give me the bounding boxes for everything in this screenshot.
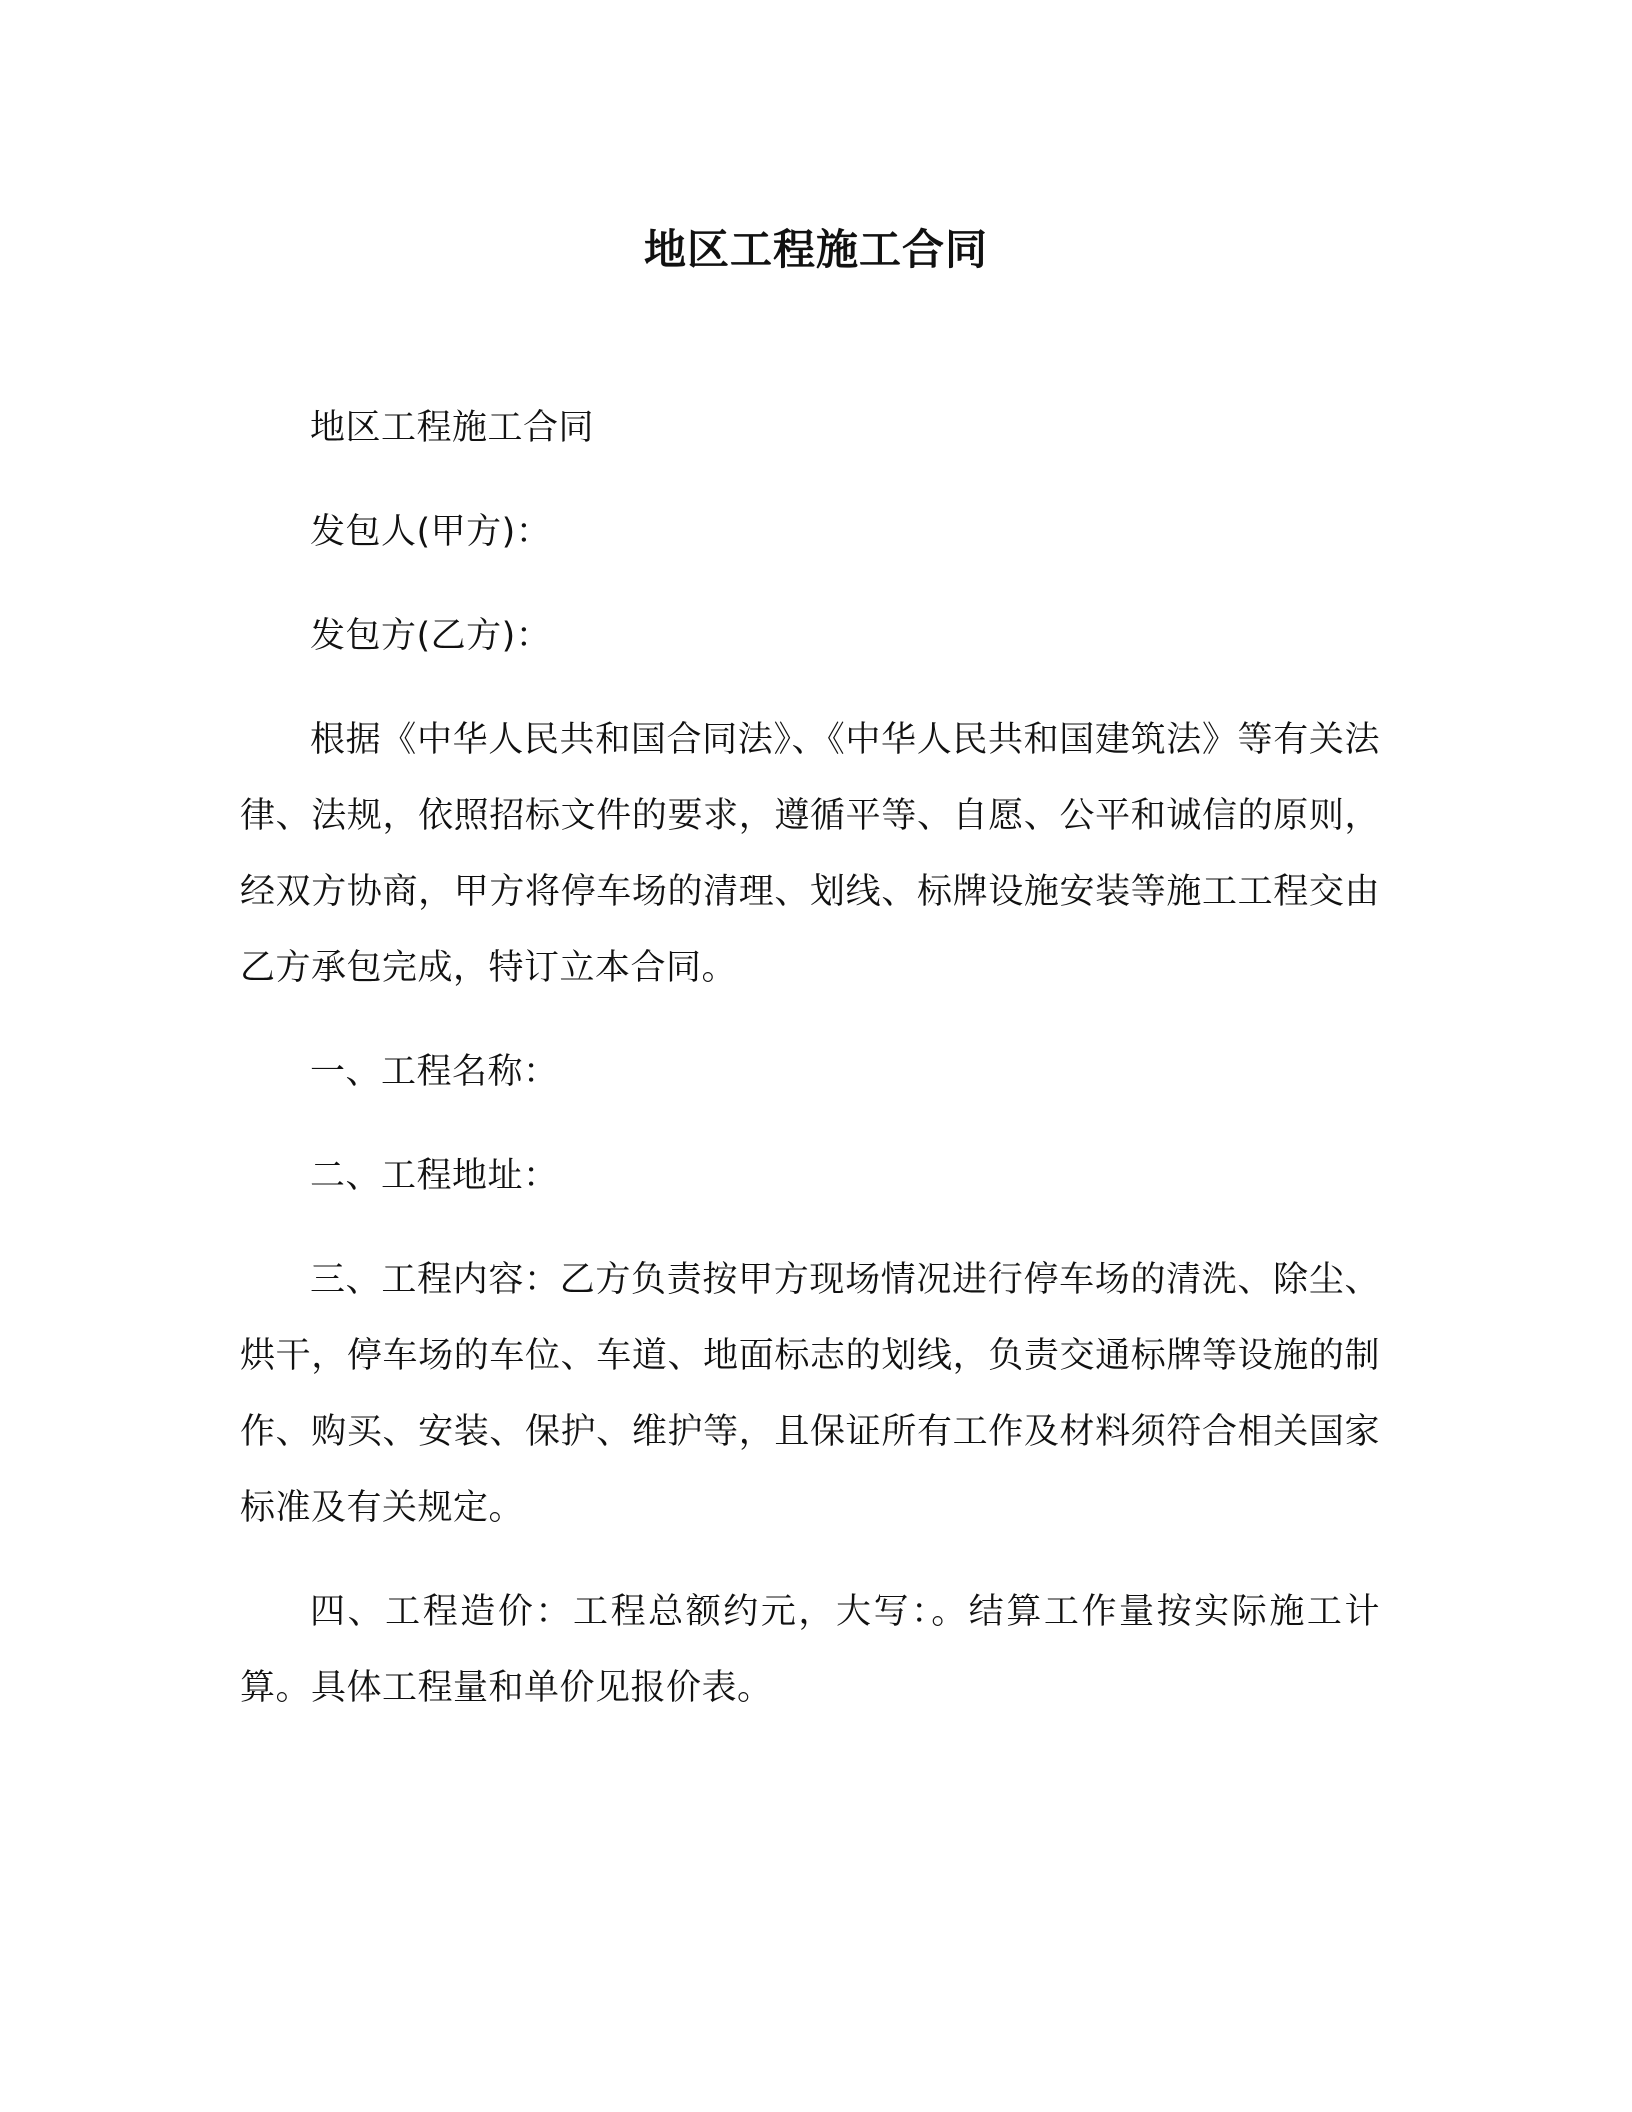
project-address-paragraph: 二、工程地址：	[310, 1156, 559, 1196]
preamble-paragraph: 根据《中华人民共和国合同法》、《中华人民共和国建筑法》等有关法律、法规，依照招标文件的要求，遵循平等、自愿、公平和诚信的原则，经双方协商，甲方将停车场的清理、划线、标牌设施安装等施工工程交由乙方承包完成，特订立本合同。	[240, 720, 1380, 988]
party-b-paragraph: 发包方(乙方)：	[310, 616, 552, 656]
document-title: 地区工程施工合同	[643, 225, 988, 274]
project-name-paragraph: 一、工程名称：	[310, 1052, 559, 1092]
project-content-paragraph: 三、工程内容：乙方负责按甲方现场情况进行停车场的清洗、除尘、烘干，停车场的车位、车道、地面标志的划线，负责交通标牌等设施的制作、购买、安装、保护、维护等，且保证所有工作及材料须符合相关国家标准及有关规定。	[240, 1260, 1380, 1528]
party-a-paragraph: 发包人(甲方)：	[310, 512, 552, 552]
document-body	[240, 390, 1380, 1754]
project-cost-paragraph: 四、工程造价：工程总额约元，大写：。结算工作量按实际施工计算。具体工程量和单价见报价表。	[240, 1592, 1380, 1708]
subtitle-paragraph: 地区工程施工合同	[310, 408, 595, 448]
